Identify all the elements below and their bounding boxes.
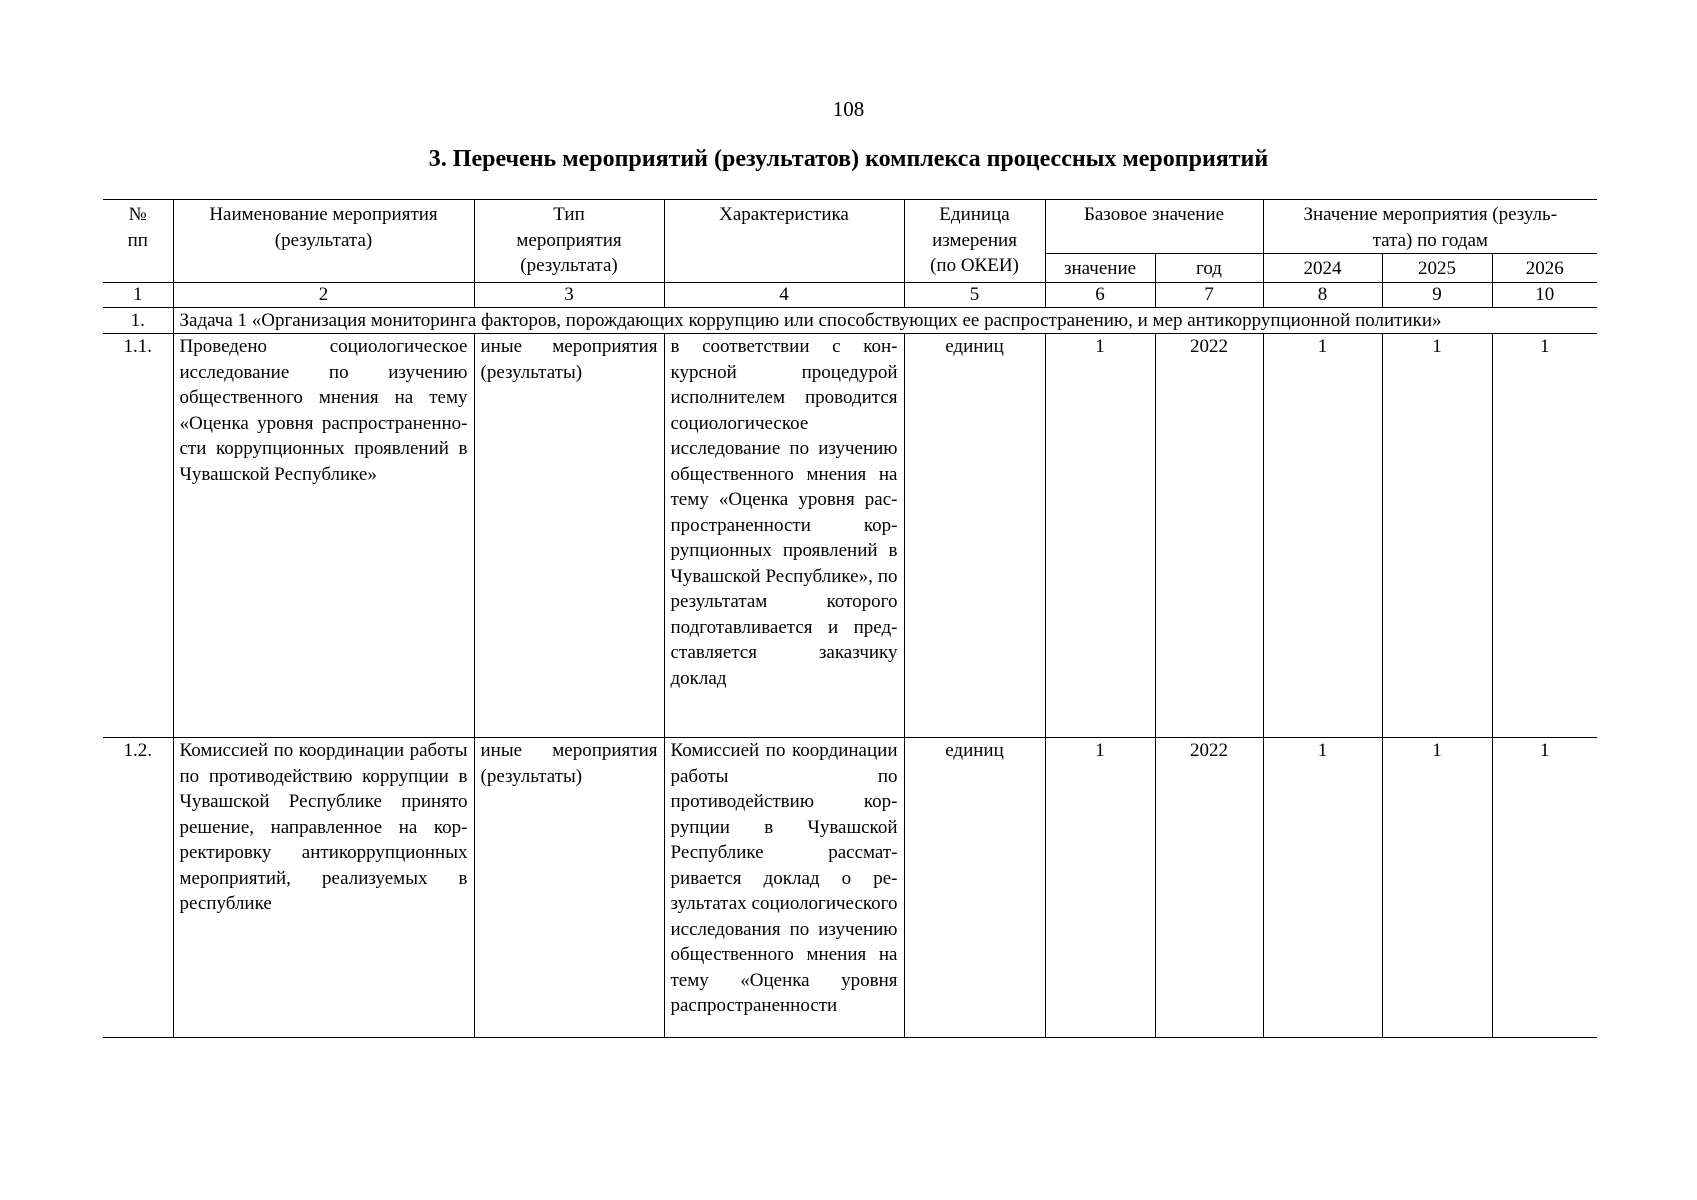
base-year: 2022	[1155, 738, 1263, 1038]
measure-characteristic: Комиссией по координации работы по противодействию коррупции в Чувашской Республике рассматривается доклад о результатах социологического исследования по изучению общественного мнения на тему «Оценка уровня распространенности	[664, 738, 904, 1038]
measures-table	[103, 199, 1597, 1038]
header-name: Наименование мероприятия (результата)	[173, 200, 474, 283]
header-base-year: год	[1155, 254, 1263, 283]
column-number: 7	[1155, 282, 1263, 307]
value-2025: 1	[1382, 738, 1492, 1038]
header-num: № пп	[103, 200, 173, 283]
value-2026: 1	[1492, 334, 1597, 738]
value-2024: 1	[1263, 334, 1382, 738]
column-number-row	[103, 282, 1597, 307]
value-2025: 1	[1382, 334, 1492, 738]
measure-name: Комиссией по координации работы по противодействию коррупции в Чувашской Республике принято решение, направленное на корректировку антикоррупционных мероприятий, реализуемых в республике	[173, 738, 474, 1038]
document-title: 3. Перечень мероприятий (результатов) комплекса процессных мероприятий	[428, 146, 1269, 172]
column-number: 2	[173, 282, 474, 307]
task-row	[103, 307, 1597, 334]
header-year-2025: 2025	[1382, 254, 1492, 283]
header-base: Базовое значение	[1045, 200, 1263, 254]
header-type: Тип мероприятия (результата)	[474, 200, 664, 283]
base-value: 1	[1045, 738, 1155, 1038]
task-text: Задача 1 «Организация мониторинга факторов, порождающих коррупцию или способствующих ее распространению, и мер антикоррупционной политики»	[173, 307, 1597, 334]
measure-type: иные мероприятия (результаты)	[474, 334, 664, 738]
header-unit: Единица измерения (по ОКЕИ)	[904, 200, 1045, 283]
base-value: 1	[1045, 334, 1155, 738]
task-number: 1.	[103, 307, 173, 334]
base-year: 2022	[1155, 334, 1263, 738]
page-number: 108	[832, 97, 865, 121]
row-number: 1.1.	[103, 334, 173, 738]
table-row	[103, 334, 1597, 738]
column-number: 4	[664, 282, 904, 307]
column-number: 5	[904, 282, 1045, 307]
value-2024: 1	[1263, 738, 1382, 1038]
column-number: 8	[1263, 282, 1382, 307]
column-number: 6	[1045, 282, 1155, 307]
table-row	[103, 738, 1597, 1038]
column-number: 9	[1382, 282, 1492, 307]
measure-characteristic: в соответствии с конкурсной процедурой исполнителем проводится социологическое исследование по изучению общественного мнения на тему «Оценка уровня распространенности коррупционных проявлений в Чувашской Республике», по результатам которого подготавливается и представляется заказчику доклад	[664, 334, 904, 738]
row-number: 1.2.	[103, 738, 173, 1038]
measure-unit: единиц	[904, 334, 1045, 738]
measure-unit: единиц	[904, 738, 1045, 1038]
column-number: 10	[1492, 282, 1597, 307]
measure-name: Проведено социологическое исследование по изучению общественного мнения на тему «Оценка уровня распространенности коррупционных проявлений в Чувашской Республике»	[173, 334, 474, 738]
value-2026: 1	[1492, 738, 1597, 1038]
measure-type: иные мероприятия (результаты)	[474, 738, 664, 1038]
header-year-2024: 2024	[1263, 254, 1382, 283]
column-number: 1	[103, 282, 173, 307]
header-years-group: Значение мероприятия (резуль- тата) по годам	[1263, 200, 1597, 254]
column-number: 3	[474, 282, 664, 307]
header-base-value: значение	[1045, 254, 1155, 283]
header-characteristic: Характеристика	[664, 200, 904, 283]
header-year-2026: 2026	[1492, 254, 1597, 283]
